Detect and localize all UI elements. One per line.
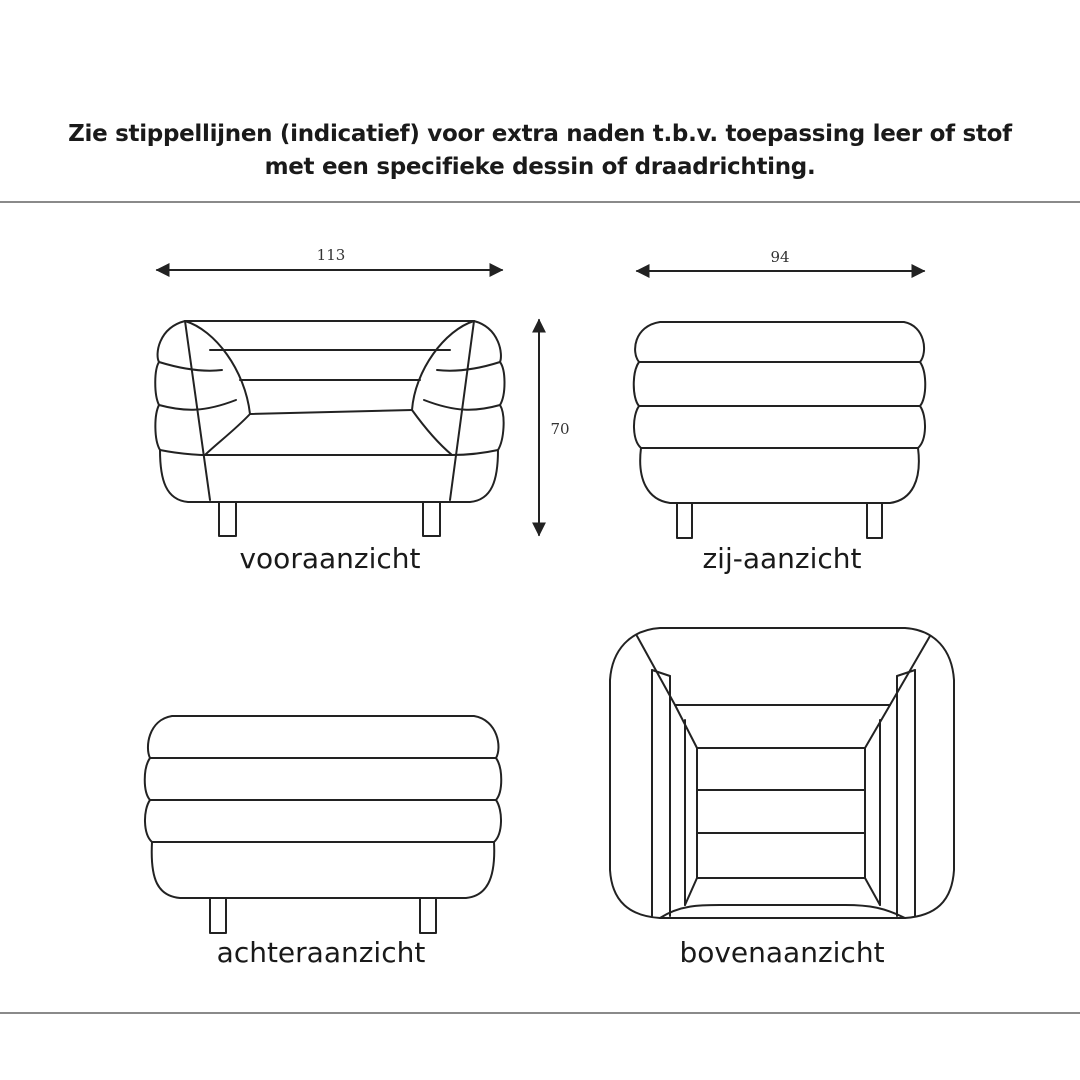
top-body-outline	[610, 628, 954, 918]
back-body-outline	[145, 716, 502, 898]
side-view-drawing	[634, 322, 926, 538]
top-view-drawing	[610, 628, 954, 918]
height-dimension	[539, 320, 570, 535]
front-view-drawing	[155, 321, 504, 536]
back-left-leg	[210, 897, 226, 933]
width-value: 113	[316, 246, 346, 264]
height-value: 70	[550, 420, 570, 438]
width-dimension	[157, 246, 502, 270]
back-view-caption: achteraanzicht	[216, 936, 426, 969]
front-right-leg	[423, 500, 440, 536]
side-body-outline	[634, 322, 926, 503]
instruction-line-1: Zie stippellijnen (indicatief) voor extra naden t.b.v. toepassing leer of stof	[68, 121, 1012, 147]
depth-dimension	[637, 248, 924, 271]
side-left-leg	[677, 502, 692, 538]
instruction-line-2: met een specifieke dessin of draadrichting.	[264, 154, 816, 180]
front-left-leg	[219, 500, 236, 536]
back-right-leg	[420, 897, 436, 933]
front-view-caption: vooraanzicht	[239, 542, 421, 575]
depth-value: 94	[770, 248, 790, 266]
side-view-caption: zij-aanzicht	[702, 542, 862, 575]
side-right-leg	[867, 502, 882, 538]
top-view-caption: bovenaanzicht	[679, 936, 885, 969]
back-view-drawing	[145, 716, 502, 933]
